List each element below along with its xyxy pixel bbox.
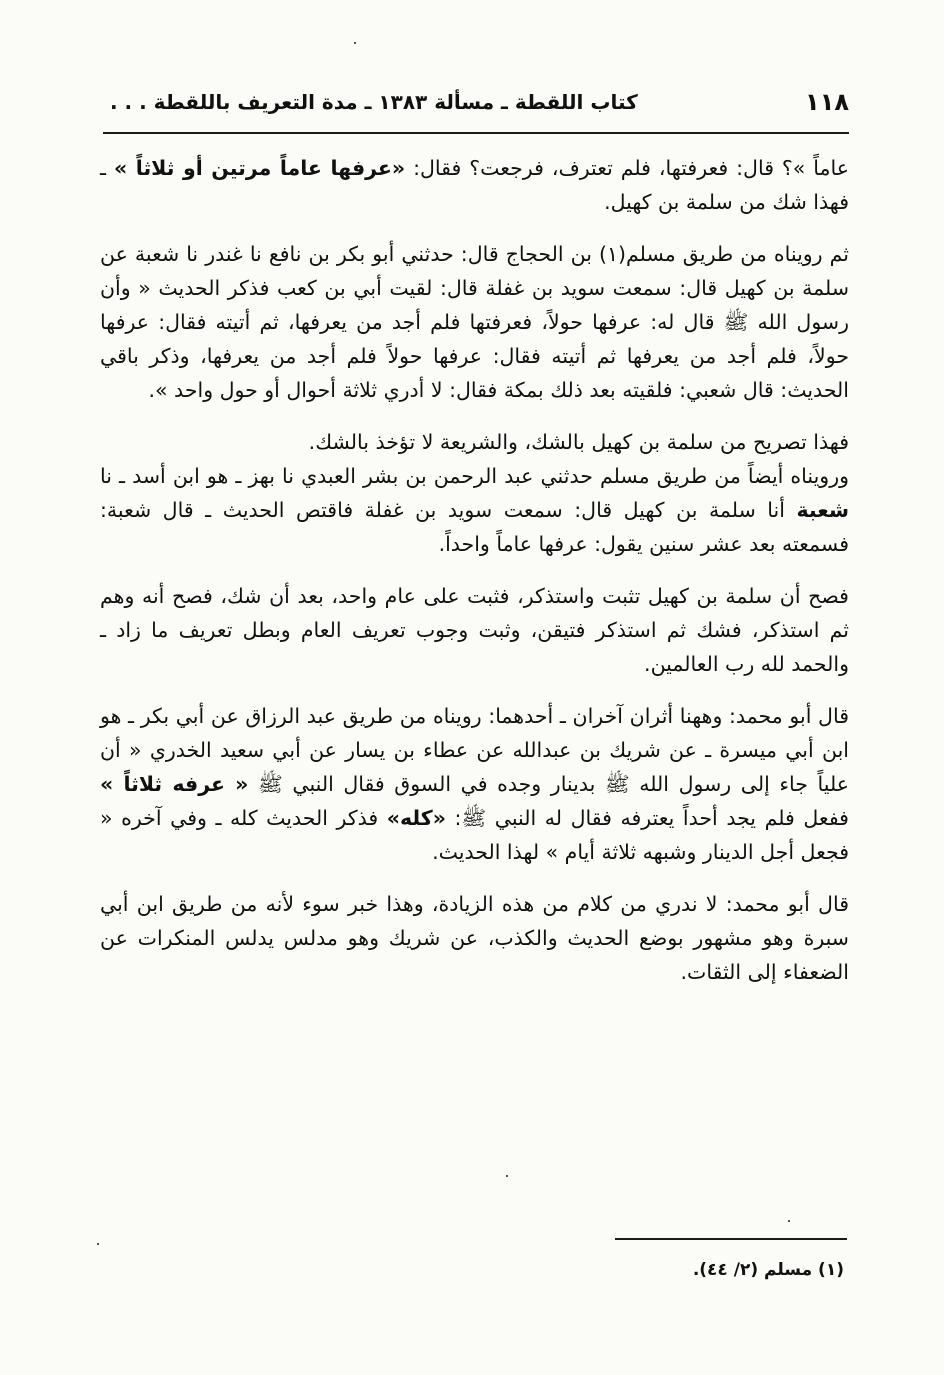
paragraph-4-emphasis: شعبة (796, 498, 849, 522)
paragraph-5 (100, 579, 849, 681)
scan-speck (788, 1220, 790, 1222)
paragraph-4-text-1: ورويناه أيضاً من طريق مسلم حدثني عبد الرحمن بن بشر العبدي نا بهز ـ هو ابن أسد ـ نا (100, 464, 849, 488)
scan-speck (97, 1243, 99, 1245)
paragraph-6-text-3: فذكر الحديث كله ـ وفي آخره « فجعل أجل الدينار وشبهه ثلاثة أيام » لهذا الحديث. (100, 806, 849, 864)
footnote-rule (615, 1238, 847, 1240)
page-number: ١١٨ (805, 88, 849, 116)
paragraph-7 (100, 887, 849, 989)
footnote (693, 1256, 844, 1284)
paragraph-1 (100, 151, 849, 219)
paragraph-6 (100, 699, 849, 869)
paragraph-5-text: فصح أن سلمة بن كهيل تثبت واستذكر، فثبت على عام واحد، بعد أن شك، فصح أنه وهم ثم استذكر، فشك ثم استذكر فتيقن، وثبت وجوب تعريف العام وبطل تعريف ما زاد ـ والحمد لله رب العالمين. (100, 584, 849, 676)
paragraph-7-text: قال أبو محمد: لا ندري من كلام من هذه الزيادة، وهذا خبر سوء لأنه من طريق ابن أبي سبرة وهو مشهور بوضع الحديث والكذب، عن شريك وهو مدلس يدلس المنكرات عن الضعفاء إلى الثقات. (100, 892, 849, 984)
paragraph-2 (100, 237, 849, 407)
paragraph-1-text-1: عاماً »؟ قال: فعرفتها، فلم تعترف، فرجعت؟ فقال: (405, 156, 849, 180)
paragraph-1-emphasis: «عرفها عاماً مرتين أو ثلاثاً » (113, 156, 406, 180)
paragraph-6-emphasis-1: « عرفه ثلاثاً » (100, 772, 249, 796)
header-rule (103, 132, 849, 134)
running-title: كتاب اللقطة ـ مسألة ١٣٨٣ ـ مدة التعريف باللقطة . . . (110, 90, 638, 114)
paragraph-3-text: فهذا تصريح من سلمة بن كهيل بالشك، والشريعة لا تؤخذ بالشك. (308, 430, 849, 454)
running-header (110, 82, 849, 122)
paragraph-2-text: ثم رويناه من طريق مسلم(١) بن الحجاج قال: حدثني أبو بكر بن نافع نا غندر نا شعبة عن سلمة بن كهيل قال: سمعت سويد بن غفلة قال: لقيت أبي بن كعب فذكر الحديث « وأن رسول الله ﷺ قال له: عرفها حولاً، فعرفتها فلم أجد من يعرفها، ثم أتيته فقال: عرفها حولاً، فلم أجد من يعرفها ثم أتيته فقال: عرفها حولاً فلم أجد من يعرفها، وذكر باقي الحديث: قال شعبي: فلقيته بعد ذلك بمكة فقال: لا أدري ثلاثة أحوال أو حول واحد ». (100, 242, 849, 402)
main-text (100, 151, 849, 989)
paragraph-1-text-2: ـ فهذا شك من سلمة بن كهيل. (100, 156, 849, 214)
scan-speck (506, 1175, 508, 1177)
paragraph-6-text-2: ففعل فلم يجد أحداً يعترفه فقال له النبي ﷺ: (445, 806, 849, 830)
paragraph-4-text-2: أنا سلمة بن كهيل قال: سمعت سويد بن غفلة فاقتص الحديث ـ قال شعبة: فسمعته بعد عشر سنين يقول: عرفها عاماً واحداً. (100, 498, 849, 556)
paragraph-4 (100, 459, 849, 561)
footnote-text: (١) مسلم (٢/ ٤٤). (692, 1260, 844, 1280)
scan-speck (354, 42, 356, 44)
paragraph-6-text-1: قال أبو محمد: وههنا أثران آخران ـ أحدهما: رويناه من طريق عبد الرزاق عن أبي بكر ـ هو ابن أبي ميسرة ـ عن شريك بن عبدالله عن عطاء بن يسار عن أبي سعيد الخدري « أن علياً جاء إلى رسول الله ﷺ بدينار وجده في السوق فقال النبي ﷺ (100, 704, 849, 796)
paragraph-3 (100, 425, 849, 459)
paragraph-6-emphasis-2: «كله» (386, 806, 446, 830)
